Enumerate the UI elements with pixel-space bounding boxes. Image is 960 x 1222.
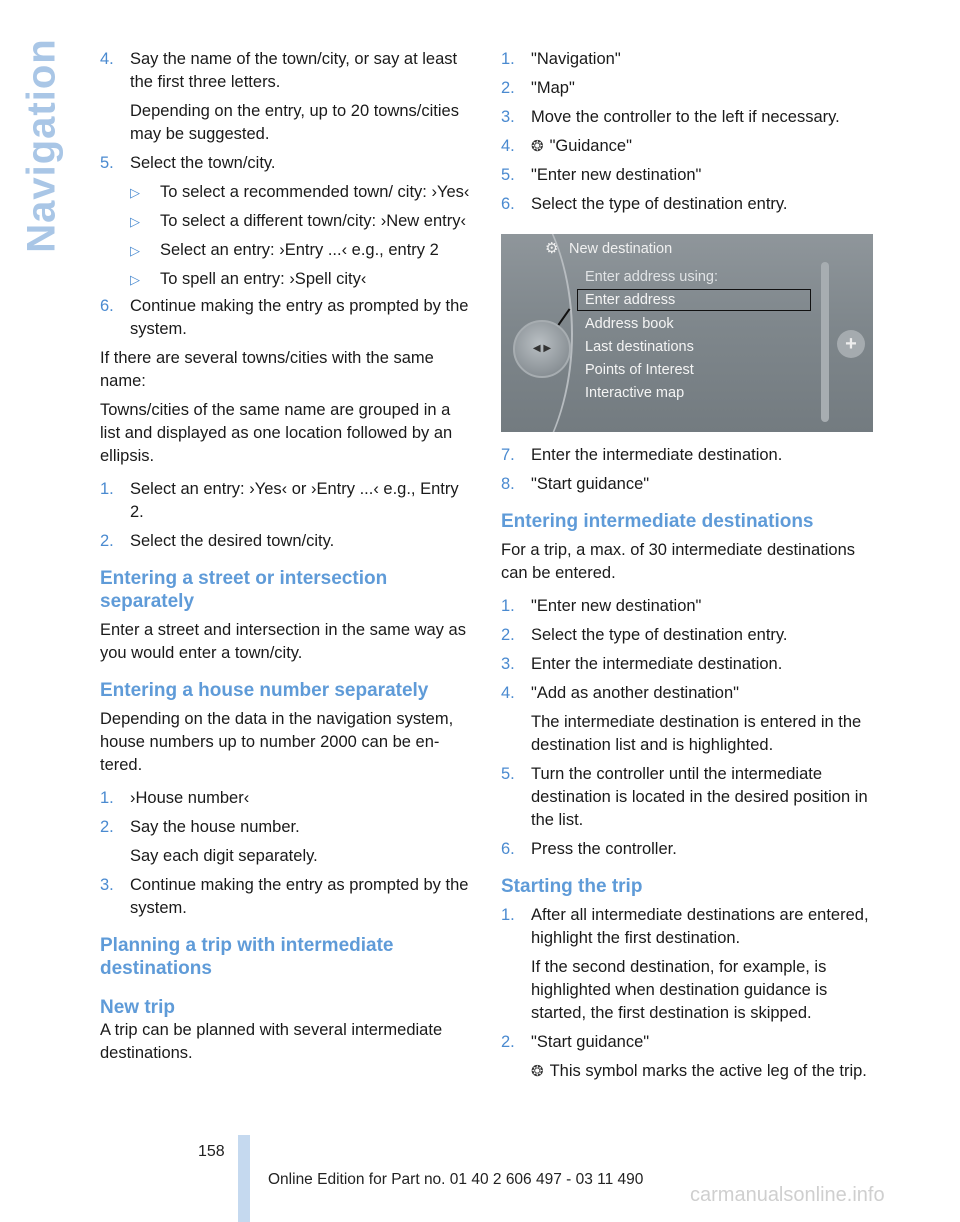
plus-icon: +: [837, 330, 865, 358]
step-item: [501, 164, 875, 187]
page-number: 158: [198, 1143, 225, 1160]
bullet-text: To spell an entry: ›Spell city‹: [160, 270, 367, 288]
paragraph: A trip can be planned with several intermediate destinations.: [100, 1021, 443, 1062]
screen-menu-item: Enter address: [585, 292, 676, 309]
step-text: [531, 135, 875, 158]
step-line: "Enter new destination": [531, 166, 702, 184]
step-item: [501, 838, 875, 861]
right-column: [501, 48, 875, 1089]
bullet-text: Select an entry: ›Entry ...‹ e.g., entry 2: [160, 241, 439, 259]
step-item: [100, 874, 474, 920]
step-number: 3.: [501, 108, 515, 126]
step-line: Press the controller.: [531, 840, 677, 858]
step-item: [501, 1031, 875, 1054]
step-list: [100, 295, 474, 341]
step-number: 3.: [100, 876, 114, 894]
screen-menu: [585, 266, 718, 406]
step-text: [531, 444, 875, 467]
step-list: [501, 904, 875, 1054]
step-text: [531, 193, 875, 216]
triangle-bullet-icon: ▷: [130, 185, 140, 200]
step-line: After all intermediate destinations are entered, highlight the first destination.: [531, 906, 869, 947]
step-line: Select the town/city.: [130, 154, 276, 172]
step-list: [100, 48, 474, 175]
step-text: [130, 530, 474, 553]
step-line: Continue making the entry as prompted by the system.: [130, 876, 469, 917]
step-item: [501, 135, 875, 158]
paragraph: Towns/cities of the same name are grouped in a list and displayed as one location followed by an ellipsis.: [100, 401, 453, 465]
step-list: [100, 787, 474, 920]
step-text: [130, 816, 474, 868]
highlight-box: [577, 289, 811, 311]
step-number: 8.: [501, 475, 515, 493]
step-text: [531, 77, 875, 100]
step-text: [531, 473, 875, 496]
watermark: carmanualsonline.info: [690, 1184, 885, 1206]
step-number: 4.: [501, 137, 515, 155]
triangle-bullet-icon: ▷: [130, 272, 140, 287]
step-number: 1.: [100, 480, 114, 498]
screen-menu-item: Address book: [585, 315, 674, 332]
step-number: 2.: [501, 1033, 515, 1051]
bullet-text: To select a recommended town/ city: ›Yes‹: [160, 183, 470, 201]
step-item: [100, 152, 474, 175]
footer-bar: [238, 1135, 250, 1222]
step-item: [501, 763, 875, 832]
left-column: [100, 48, 474, 1071]
step-list: [501, 444, 875, 496]
step-item: [100, 816, 474, 868]
menu-header: Enter address using:: [585, 269, 718, 285]
step-list: [501, 595, 875, 861]
step-number: 4.: [100, 50, 114, 68]
heading-start: Starting the trip: [501, 876, 643, 897]
step-list: [100, 478, 474, 553]
scroll-bar: [821, 262, 829, 422]
step-line: Select the type of destination entry.: [531, 195, 788, 213]
step-line: "Add as another destination": [531, 684, 740, 702]
heading-street: Entering a street or intersection separately: [100, 568, 388, 612]
idrive-screenshot: [501, 234, 873, 432]
step-line: "Start guidance": [531, 1033, 650, 1051]
step-number: 1.: [501, 597, 515, 615]
step-item: [501, 48, 875, 71]
triangle-bullet-icon: ▷: [130, 243, 140, 258]
heading-plan: Planning a trip with intermediate destinations: [100, 935, 394, 979]
step-text: [531, 595, 875, 618]
heading-intermediate: Entering intermediate destinations: [501, 511, 814, 532]
step-number: 6.: [100, 297, 114, 315]
bullet-item: [100, 181, 474, 204]
bullet-item: [100, 210, 474, 233]
step-line: Turn the controller until the intermediate destination is located in the desired position in the list.: [531, 765, 868, 829]
step-text: [531, 164, 875, 187]
paragraph: For a trip, a max. of 30 intermediate destinations can be entered.: [501, 541, 856, 582]
step-text: [531, 763, 875, 832]
step-line: Depending on the entry, up to 20 towns/cities may be suggested.: [130, 102, 459, 143]
step-text: [130, 787, 474, 810]
step-line: If the second destination, for example, is highlighted when destination guidance is started, the first destination is skipped.: [531, 958, 828, 1022]
screen-menu-item: Points of Interest: [585, 362, 694, 379]
section-tab: [19, 37, 64, 253]
step-line: Select an entry: ›Yes‹ or ›Entry ...‹ e.g., Entry 2.: [130, 480, 459, 521]
step-text: [130, 48, 474, 146]
bullet-text: To select a different town/city: ›New entry‹: [160, 212, 466, 230]
step-number: 2.: [100, 532, 114, 550]
step-number: 6.: [501, 195, 515, 213]
step-number: 7.: [501, 446, 515, 464]
step-number: 1.: [501, 50, 515, 68]
step-text: [531, 106, 875, 129]
step-item: [501, 473, 875, 496]
bullet-item: [100, 268, 474, 291]
step-line: Enter the intermediate destination.: [531, 655, 783, 673]
step-line: Move the controller to the left if necessary.: [531, 108, 840, 126]
step-item: [501, 595, 875, 618]
section-tab-label: Navigation: [19, 37, 64, 253]
step-line: "Map": [531, 79, 575, 97]
step-number: 5.: [501, 166, 515, 184]
step-line: "Start guidance": [531, 475, 650, 493]
heading-house: Entering a house number separately: [100, 680, 429, 701]
step-line: Continue making the entry as prompted by the system.: [130, 297, 469, 338]
step-text: [531, 48, 875, 71]
step-number: 6.: [501, 840, 515, 858]
screen-title: New destination: [569, 241, 673, 257]
step-number: 2.: [501, 626, 515, 644]
guidance-icon: ❂: [531, 1063, 544, 1080]
step-item: [501, 624, 875, 647]
step-item: [501, 444, 875, 467]
step-line: Select the type of destination entry.: [531, 626, 788, 644]
step-text: [130, 478, 474, 524]
step-text: [531, 624, 875, 647]
step-item: [100, 48, 474, 146]
screen-menu-item: Last destinations: [585, 338, 694, 355]
step-item: [501, 106, 875, 129]
step-text: [130, 874, 474, 920]
step-line: Say the house number.: [130, 818, 300, 836]
step-number: 3.: [501, 655, 515, 673]
step-number: 1.: [501, 906, 515, 924]
step-line: The intermediate destination is entered in the destination list and is highlighted.: [531, 713, 862, 754]
step-text: [531, 653, 875, 676]
gear-icon: ⚙: [545, 240, 559, 257]
paragraph: Enter a street and intersection in the same way as you would enter a town/city.: [100, 621, 466, 662]
step-number: 2.: [100, 818, 114, 836]
symbol-note: [501, 1060, 875, 1083]
step-number: 5.: [100, 154, 114, 172]
step-item: [501, 193, 875, 216]
step-line: "Enter new destination": [531, 597, 702, 615]
bullet-item: [100, 239, 474, 262]
step-number: 4.: [501, 684, 515, 702]
step-text: [531, 1031, 875, 1054]
bullet-list: [100, 181, 474, 291]
step-number: 1.: [100, 789, 114, 807]
online-edition: Online Edition for Part no. 01 40 2 606 497 - 03 11 490: [268, 1171, 644, 1188]
screen-menu-item: Interactive map: [585, 385, 685, 402]
symbol-note-text: This symbol marks the active leg of the trip.: [549, 1062, 867, 1080]
step-number: 2.: [501, 79, 515, 97]
step-text: [531, 904, 875, 1025]
step-text: [531, 838, 875, 861]
step-item: [501, 653, 875, 676]
step-text: [130, 152, 474, 175]
step-line: Say the name of the town/city, or say at least the first three letters.: [130, 50, 458, 91]
step-item: [501, 682, 875, 757]
paragraph: Depending on the data in the navigation system, house numbers up to number 2000 can be entered.: [100, 710, 454, 774]
step-number: 5.: [501, 765, 515, 783]
step-item: [100, 530, 474, 553]
controller-knob-icon: ◀ ▶: [513, 320, 571, 378]
step-item: [100, 478, 474, 524]
step-item: [100, 787, 474, 810]
step-text: [130, 295, 474, 341]
triangle-bullet-icon: ▷: [130, 214, 140, 229]
step-item: [100, 295, 474, 341]
step-line: Say each digit separately.: [130, 847, 318, 865]
step-line: Select the desired town/city.: [130, 532, 335, 550]
paragraph: If there are several towns/cities with the same name:: [100, 349, 434, 390]
step-item: [501, 904, 875, 1025]
heading-new-trip: New trip: [100, 997, 175, 1018]
step-line: ›House number‹: [130, 789, 250, 807]
step-line: Enter the intermediate destination.: [531, 446, 783, 464]
guidance-icon: ❂: [531, 138, 544, 155]
step-line: "Guidance": [549, 137, 632, 155]
step-item: [501, 77, 875, 100]
step-list: [501, 48, 875, 216]
step-text: [531, 682, 875, 757]
step-line: "Navigation": [531, 50, 621, 68]
